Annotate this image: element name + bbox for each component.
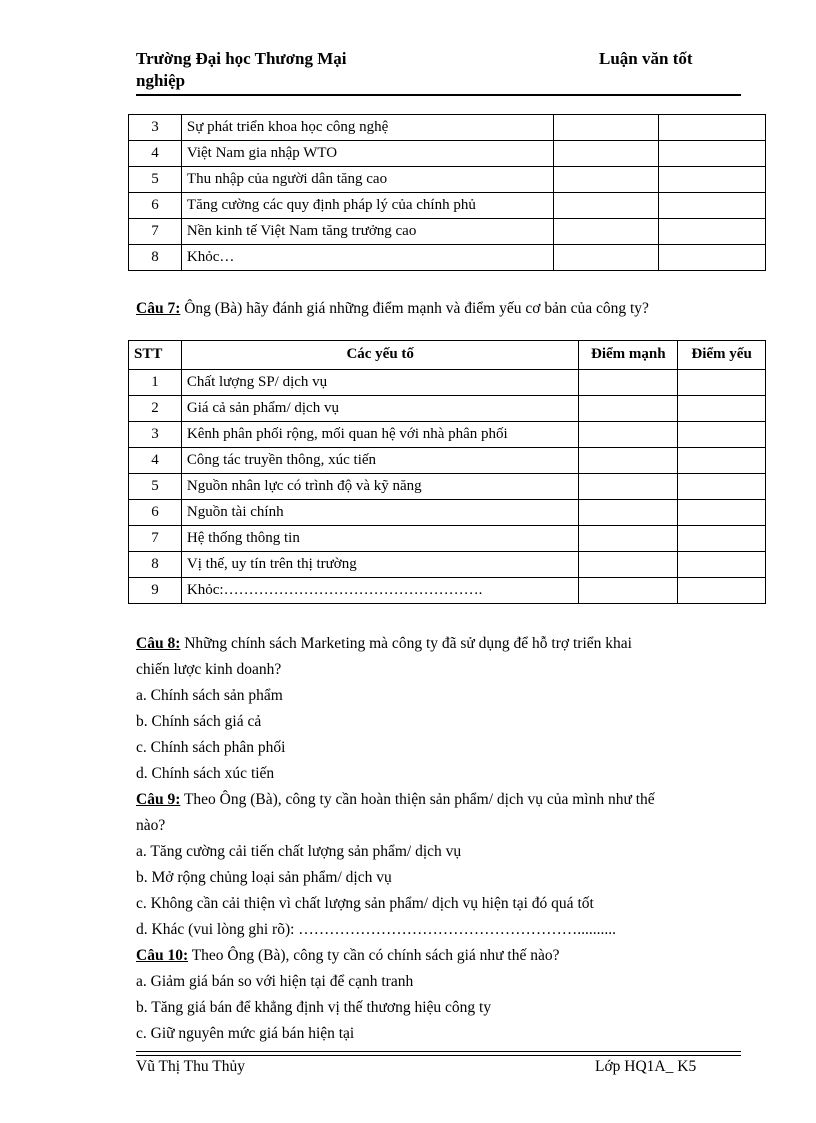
row-factor: Khỏc:……………………………………………. <box>181 578 579 604</box>
table-row <box>129 115 766 141</box>
row-cell-empty[interactable] <box>554 167 659 193</box>
question-label: Câu 9: <box>136 791 181 808</box>
weakness-cell[interactable] <box>678 526 766 552</box>
option-b: b. Chính sách giá cả <box>136 713 262 730</box>
row-factor: Hệ thống thông tin <box>181 526 579 552</box>
row-cell-empty[interactable] <box>659 245 766 271</box>
footer-divider <box>136 1051 741 1056</box>
table-row <box>129 552 766 578</box>
weakness-cell[interactable] <box>678 552 766 578</box>
row-factor: Kênh phân phối rộng, mối quan hệ với nhà phân phối <box>181 422 579 448</box>
row-cell-empty[interactable] <box>659 141 766 167</box>
option-b: b. Tăng giá bán để khẳng định vị thế thương hiệu công ty <box>136 999 492 1016</box>
option-b: b. Mở rộng chủng loại sản phẩm/ dịch vụ <box>136 869 392 886</box>
option-a: a. Tăng cường cải tiến chất lượng sản phẩm/ dịch vụ <box>136 843 462 860</box>
table-row <box>129 370 766 396</box>
header-weakness: Điểm yếu <box>678 341 766 370</box>
row-number: 3 <box>129 115 182 141</box>
row-number: 4 <box>129 448 182 474</box>
question-label: Câu 8: <box>136 635 181 652</box>
table-header-row <box>129 341 766 370</box>
row-factor: Giá cả sản phẩm/ dịch vụ <box>181 396 579 422</box>
row-cell-empty[interactable] <box>659 193 766 219</box>
row-number: 9 <box>129 578 182 604</box>
environment-factors-table <box>128 114 766 271</box>
row-factor: Thu nhập của người dân tăng cao <box>181 167 553 193</box>
question-text: Những chính sách Marketing mà công ty đã sử dụng để hỗ trợ triển khai <box>180 635 632 652</box>
table-row <box>129 474 766 500</box>
header-stt: STT <box>129 341 182 370</box>
strength-cell[interactable] <box>579 370 678 396</box>
option-d: d. Khác (vui lòng ghi rõ): ……………………………………………….......... <box>136 921 617 938</box>
table-row <box>129 167 766 193</box>
option-c: c. Chính sách phân phối <box>136 739 286 756</box>
table-row <box>129 500 766 526</box>
question-text-cont: chiến lược kinh doanh? <box>136 661 282 678</box>
row-number: 8 <box>129 245 182 271</box>
option-a: a. Chính sách sản phẩm <box>136 687 283 704</box>
thesis-label: Luận văn tốt <box>599 49 693 68</box>
row-factor: Tăng cường các quy định pháp lý của chính phủ <box>181 193 553 219</box>
option-d: d. Chính sách xúc tiến <box>136 765 275 782</box>
question-label: Câu 7: <box>136 300 181 317</box>
row-factor: Vị thế, uy tín trên thị trường <box>181 552 579 578</box>
row-number: 7 <box>129 219 182 245</box>
row-number: 6 <box>129 193 182 219</box>
row-factor: Việt Nam gia nhập WTO <box>181 141 553 167</box>
table-row <box>129 526 766 552</box>
row-number: 2 <box>129 396 182 422</box>
weakness-cell[interactable] <box>678 474 766 500</box>
table-row <box>129 193 766 219</box>
table-row <box>129 422 766 448</box>
page-header <box>136 48 741 96</box>
row-factor: Sự phát triển khoa học công nghệ <box>181 115 553 141</box>
question-8 <box>136 633 741 655</box>
row-cell-empty[interactable] <box>554 193 659 219</box>
row-number: 7 <box>129 526 182 552</box>
strength-cell[interactable] <box>579 578 678 604</box>
row-cell-empty[interactable] <box>554 141 659 167</box>
row-number: 5 <box>129 167 182 193</box>
weakness-cell[interactable] <box>678 500 766 526</box>
header-factor: Các yếu tố <box>181 341 579 370</box>
table-row <box>129 448 766 474</box>
row-factor: Chất lượng SP/ dịch vụ <box>181 370 579 396</box>
question-10 <box>136 945 560 967</box>
weakness-cell[interactable] <box>678 422 766 448</box>
row-factor: Công tác truyền thông, xúc tiến <box>181 448 579 474</box>
weakness-cell[interactable] <box>678 578 766 604</box>
row-number: 3 <box>129 422 182 448</box>
footer-author: Vũ Thị Thu Thủy <box>136 1058 245 1075</box>
row-number: 4 <box>129 141 182 167</box>
row-cell-empty[interactable] <box>554 115 659 141</box>
strength-cell[interactable] <box>579 396 678 422</box>
school-name: Trường Đại học Thương Mại nghiệp <box>136 49 347 90</box>
table-row <box>129 245 766 271</box>
weakness-cell[interactable] <box>678 370 766 396</box>
row-factor: Nguồn tài chính <box>181 500 579 526</box>
strength-cell[interactable] <box>579 526 678 552</box>
header-strength: Điểm mạnh <box>579 341 678 370</box>
strength-weakness-table <box>128 340 766 604</box>
strength-cell[interactable] <box>579 500 678 526</box>
question-text: Ông (Bà) hãy đánh giá những điểm mạnh và điểm yếu cơ bản của công ty? <box>180 300 649 317</box>
strength-cell[interactable] <box>579 448 678 474</box>
table-row <box>129 219 766 245</box>
question-text: Theo Ông (Bà), công ty cần có chính sách giá như thế nào? <box>188 947 560 964</box>
row-cell-empty[interactable] <box>554 219 659 245</box>
option-c: c. Giữ nguyên mức giá bán hiện tại <box>136 1025 355 1042</box>
table-row <box>129 578 766 604</box>
question-7 <box>136 298 649 320</box>
question-text-cont: nào? <box>136 817 166 834</box>
row-factor: Nguồn nhân lực có trình độ và kỹ năng <box>181 474 579 500</box>
row-cell-empty[interactable] <box>659 219 766 245</box>
table-row <box>129 141 766 167</box>
strength-cell[interactable] <box>579 422 678 448</box>
row-cell-empty[interactable] <box>659 167 766 193</box>
row-number: 1 <box>129 370 182 396</box>
row-factor: Nền kinh tế Việt Nam tăng trưởng cao <box>181 219 553 245</box>
weakness-cell[interactable] <box>678 448 766 474</box>
strength-cell[interactable] <box>579 552 678 578</box>
strength-cell[interactable] <box>579 474 678 500</box>
question-label: Câu 10: <box>136 947 189 964</box>
table-row <box>129 396 766 422</box>
question-9 <box>136 789 741 811</box>
row-cell-empty[interactable] <box>659 115 766 141</box>
row-cell-empty[interactable] <box>554 245 659 271</box>
row-factor: Khỏc… <box>181 245 553 271</box>
option-a: a. Giảm giá bán so với hiện tại để cạnh tranh <box>136 973 414 990</box>
footer-class: Lớp HQ1A_ K5 <box>595 1058 697 1075</box>
row-number: 8 <box>129 552 182 578</box>
question-text: Theo Ông (Bà), công ty cần hoàn thiện sản phẩm/ dịch vụ của mình như thế <box>180 791 655 808</box>
weakness-cell[interactable] <box>678 396 766 422</box>
option-c: c. Không cần cải thiện vì chất lượng sản phẩm/ dịch vụ hiện tại đó quá tốt <box>136 895 594 912</box>
row-number: 6 <box>129 500 182 526</box>
row-number: 5 <box>129 474 182 500</box>
